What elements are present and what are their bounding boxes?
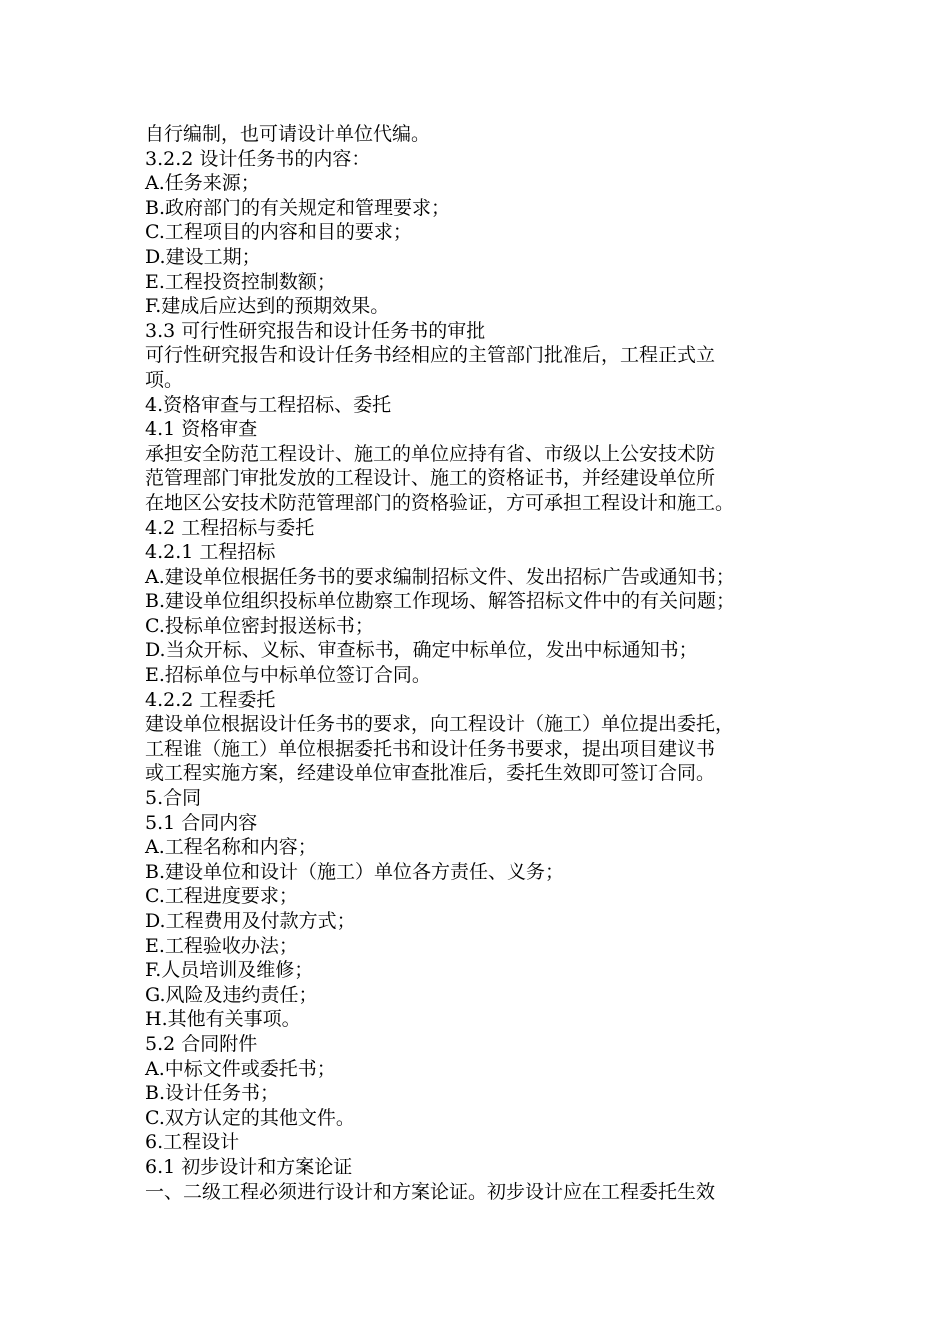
document-line: 4.1 资格审查 bbox=[145, 418, 258, 441]
document-line: 4.资格审查与工程招标、委托 bbox=[145, 393, 392, 416]
document-line: E.工程验收办法； bbox=[145, 934, 298, 957]
document-line: H.其他有关事项。 bbox=[145, 1008, 301, 1031]
document-line: 可行性研究报告和设计任务书经相应的主管部门批准后，工程正式立 bbox=[145, 344, 716, 367]
document-line: C.工程项目的内容和目的要求； bbox=[145, 221, 412, 244]
document-line: F.建成后应达到的预期效果。 bbox=[145, 295, 390, 318]
document-line: F.人员培训及维修； bbox=[145, 959, 314, 982]
document-line: B.政府部门的有关规定和管理要求； bbox=[145, 196, 451, 219]
document-line: 工程谁（施工）单位根据委托书和设计任务书要求，提出项目建议书 bbox=[145, 737, 716, 760]
document-line: 5.合同 bbox=[145, 787, 202, 810]
document-line: B.设计任务书； bbox=[145, 1082, 280, 1105]
document-line: 建设单位根据设计任务书的要求，向工程设计（施工）单位提出委托， bbox=[145, 713, 735, 736]
document-line: 在地区公安技术防范管理部门的资格验证，方可承担工程设计和施工。 bbox=[145, 491, 735, 514]
document-line: 3.3 可行性研究报告和设计任务书的审批 bbox=[145, 319, 486, 342]
document-line: 或工程实施方案，经建设单位审查批准后，委托生效即可签订合同。 bbox=[145, 762, 716, 785]
document-line: G.风险及违约责任； bbox=[145, 983, 318, 1006]
document-line: 4.2.2 工程委托 bbox=[145, 688, 276, 711]
document-line: 承担安全防范工程设计、施工的单位应持有省、市级以上公安技术防 bbox=[145, 442, 716, 465]
document-line: E.工程投资控制数额； bbox=[145, 270, 336, 293]
document-line: A.工程名称和内容； bbox=[145, 836, 317, 859]
document-line: D.工程费用及付款方式； bbox=[145, 910, 356, 932]
document-line: 4.2 工程招标与委托 bbox=[145, 516, 315, 539]
document-line: 范管理部门审批发放的工程设计、施工的资格证书，并经建设单位所 bbox=[145, 467, 716, 490]
document-line: D.建设工期； bbox=[145, 245, 261, 268]
document-line: C.投标单位密封报送标书； bbox=[145, 614, 374, 637]
document-line: 自行编制，也可请设计单位代编。 bbox=[145, 123, 431, 145]
document-line: 3.2.2 设计任务书的内容： bbox=[145, 147, 371, 170]
document-line: B.建设单位组织投标单位勘察工作现场、解答招标文件中的有关问题； bbox=[145, 590, 736, 613]
document-line: 6.1 初步设计和方案论证 bbox=[145, 1155, 353, 1178]
document-line: A.任务来源； bbox=[145, 172, 260, 195]
document-line: 5.1 合同内容 bbox=[145, 811, 258, 834]
document-line: 一、二级工程必须进行设计和方案论证。初步设计应在工程委托生效 bbox=[145, 1180, 716, 1203]
document-line: E.招标单位与中标单位签订合同。 bbox=[145, 664, 431, 687]
document-line: 项。 bbox=[145, 368, 184, 391]
document-line: 6.工程设计 bbox=[145, 1131, 240, 1154]
document-line: C.工程进度要求； bbox=[145, 885, 298, 908]
document-line: 5.2 合同附件 bbox=[145, 1032, 258, 1055]
document-line: 4.2.1 工程招标 bbox=[145, 541, 276, 564]
document-line: D.当众开标、义标、审查标书，确定中标单位，发出中标通知书； bbox=[145, 639, 698, 662]
document-body bbox=[145, 122, 825, 1204]
document-line: A.建设单位根据任务书的要求编制招标文件、发出招标广告或通知书； bbox=[145, 565, 735, 588]
document-line: C.双方认定的其他文件。 bbox=[145, 1106, 355, 1129]
document-line: B.建设单位和设计（施工）单位各方责任、义务； bbox=[145, 860, 565, 883]
document-line: A.中标文件或委托书； bbox=[145, 1057, 336, 1080]
